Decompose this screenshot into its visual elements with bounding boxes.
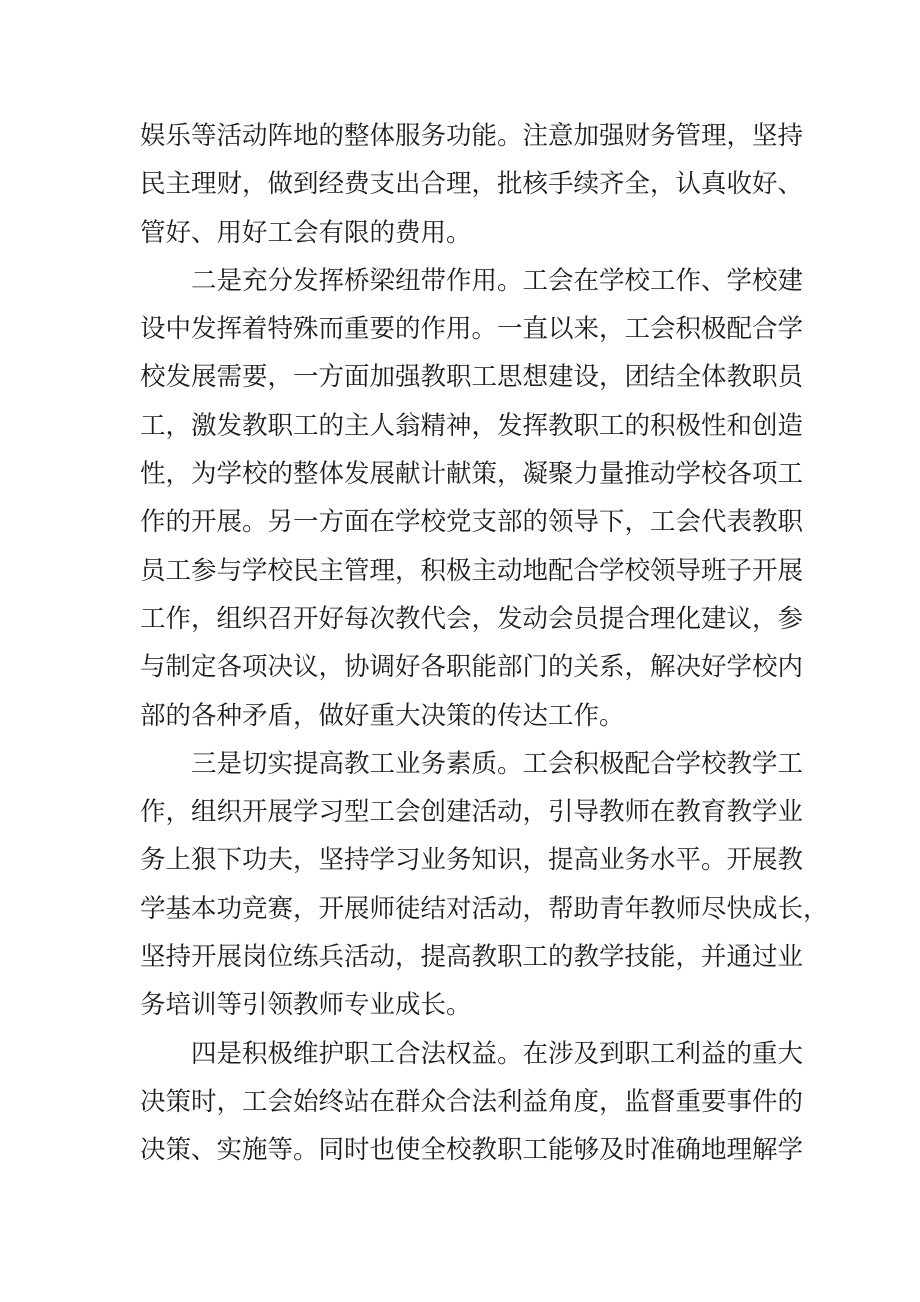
text-line: 三是切实提高教工业务素质。工会积极配合学校教学工: [191, 748, 804, 779]
text-line: 娱乐等活动阵地的整体服务功能。注意加强财务管理，坚持: [140, 121, 804, 151]
text-line: 性，为学校的整体发展献计献策，凝聚力量推动学校各项工: [140, 459, 804, 490]
text-line: 四是积极维护职工合法权益。在涉及到职工利益的重大: [191, 1038, 804, 1069]
text-line: 作的开展。另一方面在学校党支部的领导下，工会代表教职: [140, 507, 804, 538]
text-line: 二是充分发挥桥梁纽带作用。工会在学校工作、学校建: [191, 265, 804, 296]
text-line: 作，组织开展学习型工会创建活动，引导教师在教育教学业: [140, 797, 804, 828]
text-line: 决策、实施等。同时也使全校教职工能够及时准确地理解学: [140, 1135, 804, 1166]
text-line: 与制定各项决议，协调好各职能部门的关系，解决好学校内: [140, 652, 804, 683]
text-line: 决策时，工会始终站在群众合法利益角度，监督重要事件的: [140, 1086, 804, 1117]
document-body: [140, 112, 829, 1175]
text-line: 坚持开展岗位练兵活动，提高教职工的教学技能，并通过业: [140, 942, 804, 973]
text-line: 工作，组织召开好每次教代会，发动会员提合理化建议，参: [140, 603, 804, 634]
text-line: 部的各种矛盾，做好重大决策的传达工作。: [140, 700, 625, 731]
paragraph-finance: [140, 112, 804, 257]
text-line: 校发展需要，一方面加强教职工思想建设，团结全体教职员: [140, 362, 804, 393]
text-line: 设中发挥着特殊而重要的作用。一直以来，工会积极配合学: [140, 314, 804, 345]
text-line: 员工参与学校民主管理，积极主动地配合学校领导班子开展: [140, 555, 804, 586]
text-line: 管好、用好工会有限的费用。: [140, 217, 472, 248]
text-line: 学基本功竞赛，开展师徒结对活动，帮助青年教师尽快成长，: [140, 893, 829, 924]
text-line: 民主理财，做到经费支出合理，批核手续齐全，认真收好、: [140, 169, 804, 200]
text-line: 务上狠下功夫，坚持学习业务知识，提高业务水平。开展教: [140, 845, 804, 876]
paragraph-teacher-quality: [140, 740, 829, 1030]
text-line: 务培训等引领教师专业成长。: [140, 990, 472, 1021]
paragraph-bridge-role: [140, 257, 804, 740]
paragraph-worker-rights: [140, 1030, 804, 1175]
text-line: 工，激发教职工的主人翁精神，发挥教职工的积极性和创造: [140, 410, 804, 441]
